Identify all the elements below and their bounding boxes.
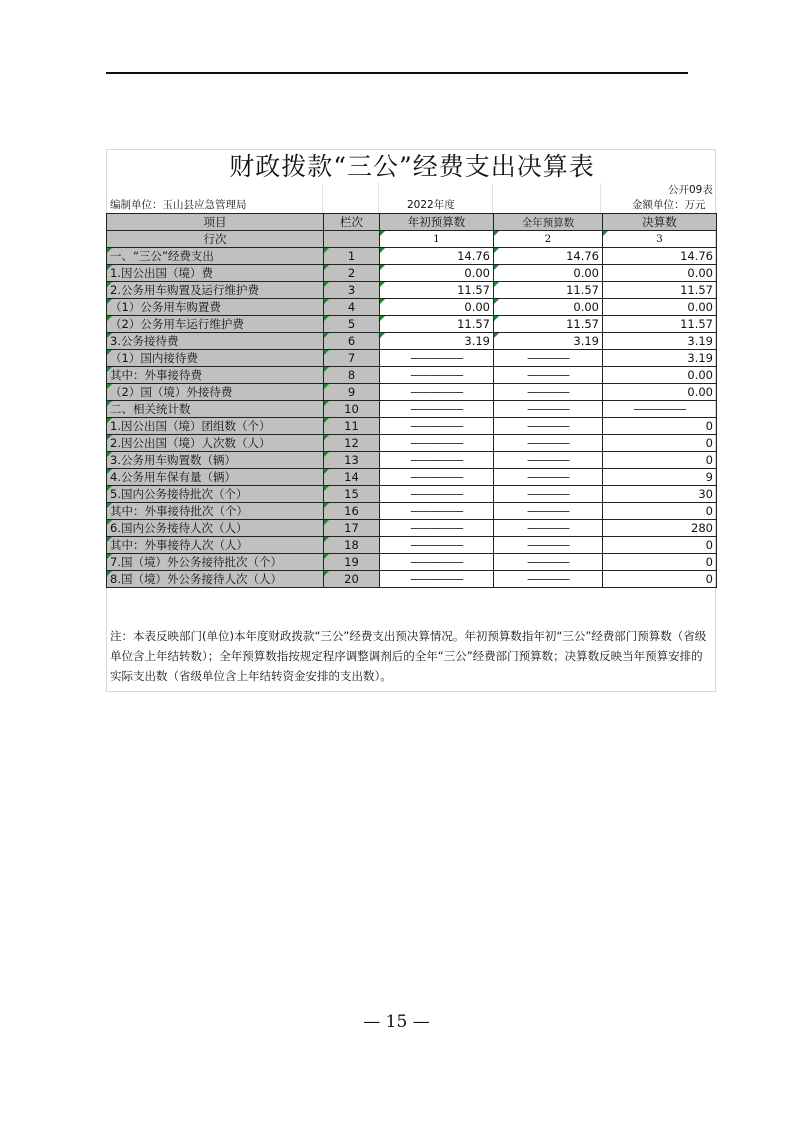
header-line: 栏次: [324, 214, 380, 231]
cell-full-year-budget: 0.00: [494, 299, 603, 316]
table-row: [107, 265, 717, 282]
row-label: 3.公务接待费: [107, 333, 324, 350]
table-row: [107, 333, 717, 350]
cell-final-accounts: —————: [603, 401, 717, 418]
grid-guide: [378, 183, 379, 213]
table-row: [107, 401, 717, 418]
row-label: 1.因公出国（境）团组数（个）: [107, 418, 324, 435]
cell-initial-budget: —————: [380, 486, 494, 503]
subheader-row: [107, 231, 717, 248]
row-label: 2.公务用车购置及运行维护费: [107, 282, 324, 299]
form-code: 公开09表: [668, 184, 713, 196]
cell-initial-budget: —————: [380, 384, 494, 401]
cell-final-accounts: 0: [603, 571, 717, 588]
subheader-col2: 2: [494, 231, 603, 248]
table-row: [107, 503, 717, 520]
row-label: 8.国（境）外公务接待人次（人）: [107, 571, 324, 588]
table-row: [107, 248, 717, 265]
row-label: 二、相关统计数: [107, 401, 324, 418]
header-full-year-budget: 全年预算数: [494, 214, 603, 231]
three-public-expenses-table: [106, 213, 717, 588]
table-row: [107, 367, 717, 384]
row-label: 其中：外事接待费: [107, 367, 324, 384]
cell-final-accounts: 3.19: [603, 333, 717, 350]
table-note: 注：本表反映部门(单位)本年度财政拨款“三公”经费支出预决算情况。年初预算数指年初“三公”经费部门预算数（省级单位含上年结转数）；全年预算数指按规定程序调整调剂后的全年“三公”经费部门预算数；决算数反映当年预算安排的实际支出数（省级单位含上年结转资金安排的支出数）。: [110, 629, 707, 683]
row-line-number: 6: [324, 333, 380, 350]
table-row: [107, 384, 717, 401]
row-label: （1）国内接待费: [107, 350, 324, 367]
cell-final-accounts: 3.19: [603, 350, 717, 367]
table-title: 财政拨款“三公”经费支出决算表: [229, 152, 595, 181]
subheader-label: 行次: [107, 231, 324, 248]
cell-full-year-budget: ————: [494, 452, 603, 469]
subheader-blank: [324, 231, 380, 248]
cell-initial-budget: 14.76: [380, 248, 494, 265]
grid-guide: [322, 183, 323, 213]
header-item: 项目: [107, 214, 324, 231]
row-line-number: 9: [324, 384, 380, 401]
cell-initial-budget: —————: [380, 503, 494, 520]
row-line-number: 3: [324, 282, 380, 299]
cell-initial-budget: 0.00: [380, 265, 494, 282]
table-row: [107, 418, 717, 435]
cell-full-year-budget: ————: [494, 520, 603, 537]
row-line-number: 1: [324, 248, 380, 265]
row-line-number: 10: [324, 401, 380, 418]
cell-initial-budget: —————: [380, 452, 494, 469]
cell-full-year-budget: ————: [494, 537, 603, 554]
row-label: 6.国内公务接待人次（人）: [107, 520, 324, 537]
cell-full-year-budget: ————: [494, 367, 603, 384]
cell-initial-budget: —————: [380, 418, 494, 435]
cell-full-year-budget: ————: [494, 435, 603, 452]
cell-full-year-budget: ————: [494, 554, 603, 571]
row-label: （2）国（境）外接待费: [107, 384, 324, 401]
cell-full-year-budget: ————: [494, 401, 603, 418]
row-line-number: 5: [324, 316, 380, 333]
cell-initial-budget: —————: [380, 571, 494, 588]
table-row: [107, 435, 717, 452]
cell-full-year-budget: 11.57: [494, 282, 603, 299]
table-row: [107, 299, 717, 316]
row-label: （2）公务用车运行维护费: [107, 316, 324, 333]
table-row: [107, 469, 717, 486]
cell-initial-budget: 0.00: [380, 299, 494, 316]
cell-full-year-budget: ————: [494, 350, 603, 367]
table-row: [107, 486, 717, 503]
row-line-number: 8: [324, 367, 380, 384]
fiscal-year: 2022年度: [407, 199, 455, 211]
cell-full-year-budget: ————: [494, 384, 603, 401]
cell-initial-budget: —————: [380, 520, 494, 537]
cell-full-year-budget: ————: [494, 486, 603, 503]
row-label: 其中：外事接待人次（人）: [107, 537, 324, 554]
cell-final-accounts: 0: [603, 418, 717, 435]
cell-initial-budget: —————: [380, 469, 494, 486]
row-line-number: 12: [324, 435, 380, 452]
header-row: [107, 214, 717, 231]
cell-final-accounts: 0: [603, 435, 717, 452]
row-line-number: 17: [324, 520, 380, 537]
cell-final-accounts: 14.76: [603, 248, 717, 265]
cell-final-accounts: 0: [603, 452, 717, 469]
cell-final-accounts: 0.00: [603, 299, 717, 316]
row-label: 2.因公出国（境）人次数（人）: [107, 435, 324, 452]
cell-initial-budget: 3.19: [380, 333, 494, 350]
table-row: [107, 520, 717, 537]
table-row: [107, 316, 717, 333]
row-line-number: 18: [324, 537, 380, 554]
cell-full-year-budget: 3.19: [494, 333, 603, 350]
header-initial-budget: 年初预算数: [380, 214, 494, 231]
cell-final-accounts: 30: [603, 486, 717, 503]
cell-final-accounts: 0.00: [603, 367, 717, 384]
row-line-number: 4: [324, 299, 380, 316]
cell-full-year-budget: ————: [494, 503, 603, 520]
cell-final-accounts: 0: [603, 503, 717, 520]
subheader-col3: 3: [603, 231, 717, 248]
cell-full-year-budget: 14.76: [494, 248, 603, 265]
cell-initial-budget: 11.57: [380, 316, 494, 333]
row-line-number: 11: [324, 418, 380, 435]
cell-final-accounts: 0.00: [603, 265, 717, 282]
table-row: [107, 452, 717, 469]
cell-initial-budget: —————: [380, 401, 494, 418]
cell-initial-budget: —————: [380, 367, 494, 384]
row-line-number: 15: [324, 486, 380, 503]
cell-final-accounts: 280: [603, 520, 717, 537]
row-label: 其中：外事接待批次（个）: [107, 503, 324, 520]
page-number: — 15 —: [363, 1012, 430, 1032]
cell-initial-budget: —————: [380, 350, 494, 367]
row-label: 一、“三公”经费支出: [107, 248, 324, 265]
grid-guide: [600, 183, 601, 213]
cell-full-year-budget: ————: [494, 418, 603, 435]
compiling-unit: 编制单位：玉山县应急管理局: [110, 199, 247, 211]
cell-initial-budget: 11.57: [380, 282, 494, 299]
row-line-number: 19: [324, 554, 380, 571]
row-line-number: 16: [324, 503, 380, 520]
header-final-accounts: 决算数: [603, 214, 717, 231]
cell-initial-budget: —————: [380, 554, 494, 571]
amount-unit: 金额单位：万元: [632, 199, 706, 211]
table-row: [107, 571, 717, 588]
cell-full-year-budget: 11.57: [494, 316, 603, 333]
cell-final-accounts: 0.00: [603, 384, 717, 401]
cell-full-year-budget: ————: [494, 469, 603, 486]
row-label: （1）公务用车购置费: [107, 299, 324, 316]
cell-final-accounts: 11.57: [603, 316, 717, 333]
table-row: [107, 537, 717, 554]
row-line-number: 7: [324, 350, 380, 367]
row-line-number: 20: [324, 571, 380, 588]
cell-full-year-budget: 0.00: [494, 265, 603, 282]
cell-final-accounts: 11.57: [603, 282, 717, 299]
header-rule: [106, 72, 688, 74]
row-label: 4.公务用车保有量（辆）: [107, 469, 324, 486]
row-label: 7.国（境）外公务接待批次（个）: [107, 554, 324, 571]
row-line-number: 2: [324, 265, 380, 282]
table-row: [107, 282, 717, 299]
cell-initial-budget: —————: [380, 537, 494, 554]
row-line-number: 13: [324, 452, 380, 469]
cell-final-accounts: 0: [603, 554, 717, 571]
row-label: 3.公务用车购置数（辆）: [107, 452, 324, 469]
row-label: 1.因公出国（境）费: [107, 265, 324, 282]
cell-final-accounts: 0: [603, 537, 717, 554]
cell-initial-budget: —————: [380, 435, 494, 452]
row-line-number: 14: [324, 469, 380, 486]
row-label: 5.国内公务接待批次（个）: [107, 486, 324, 503]
cell-full-year-budget: ————: [494, 571, 603, 588]
subheader-col1: 1: [380, 231, 494, 248]
grid-guide: [492, 183, 493, 213]
table-row: [107, 350, 717, 367]
table-row: [107, 554, 717, 571]
cell-final-accounts: 9: [603, 469, 717, 486]
